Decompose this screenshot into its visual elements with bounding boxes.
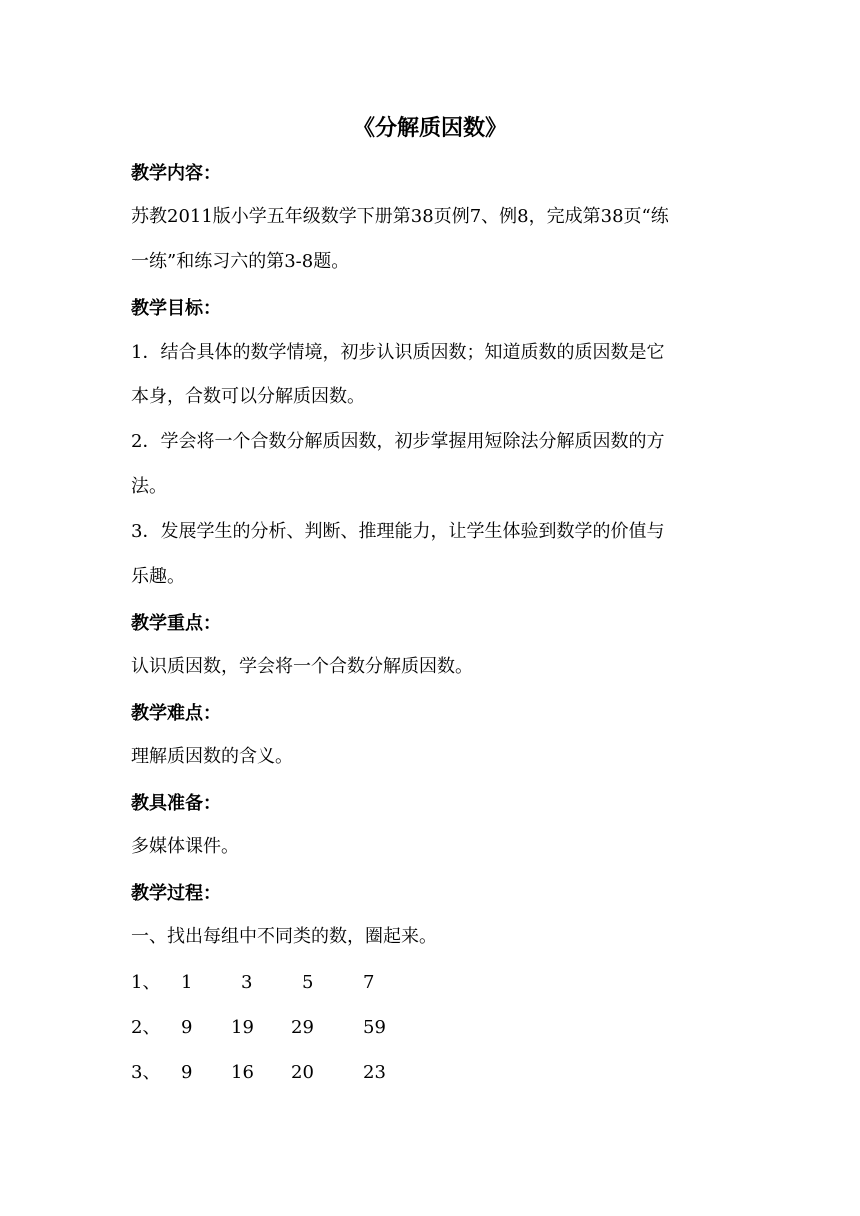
- exercise-number: 23: [363, 1062, 386, 1083]
- goal3-line2: 乐趣。: [131, 566, 185, 587]
- tools-heading: 教具准备：: [131, 793, 221, 814]
- content-heading: 教学内容：: [131, 163, 221, 184]
- exercise-number: 3: [241, 972, 253, 993]
- exercise-number: 20: [291, 1062, 314, 1083]
- goal3-line1: 3．发展学生的分析、判断、推理能力，让学生体验到数学的价值与: [131, 521, 665, 542]
- goal1-line2: 本身，合数可以分解质因数。: [131, 386, 365, 407]
- exercise-number: 29: [291, 1017, 314, 1038]
- exercise-row-label: 3、: [131, 1062, 161, 1083]
- exercise-number: 9: [181, 1062, 193, 1083]
- difficulty-heading: 教学难点：: [131, 703, 221, 724]
- content-text-line1: 苏教2011版小学五年级数学下册第38页例7、例8，完成第38页“练: [131, 206, 669, 227]
- exercise-number: 16: [231, 1062, 254, 1083]
- goal2-line2: 法。: [131, 476, 167, 497]
- key-heading: 教学重点：: [131, 613, 221, 634]
- key-text: 认识质因数，学会将一个合数分解质因数。: [131, 656, 473, 677]
- goal2-line1: 2．学会将一个合数分解质因数，初步掌握用短除法分解质因数的方: [131, 431, 665, 452]
- exercise-row-label: 1、: [131, 972, 161, 993]
- exercise-number: 5: [302, 972, 314, 993]
- goals-heading: 教学目标：: [131, 298, 221, 319]
- exercise-number: 19: [231, 1017, 254, 1038]
- process-step1: 一、找出每组中不同类的数，圈起来。: [131, 926, 437, 947]
- process-heading: 教学过程：: [131, 883, 221, 904]
- tools-text: 多媒体课件。: [131, 836, 239, 857]
- difficulty-text: 理解质因数的含义。: [131, 746, 293, 767]
- document-title: 《分解质因数》: [352, 116, 507, 141]
- exercise-number: 7: [363, 972, 375, 993]
- goal1-line1: 1．结合具体的数学情境，初步认识质因数；知道质数的质因数是它: [131, 342, 665, 363]
- exercise-row-label: 2、: [131, 1017, 161, 1038]
- content-text-line2: 一练”和练习六的第3-8题。: [131, 251, 350, 272]
- exercise-number: 1: [181, 972, 193, 993]
- exercise-number: 9: [181, 1017, 193, 1038]
- exercise-number: 59: [363, 1017, 386, 1038]
